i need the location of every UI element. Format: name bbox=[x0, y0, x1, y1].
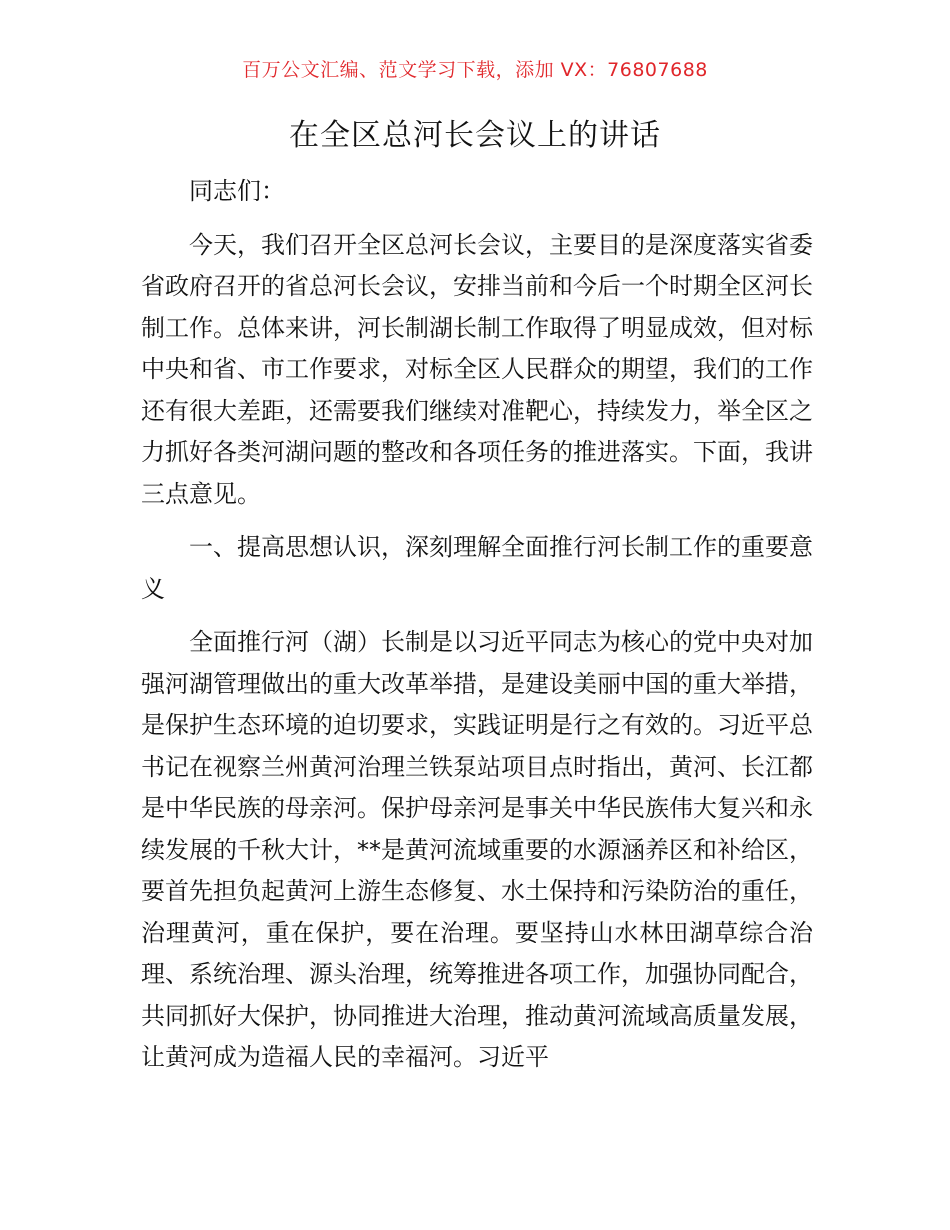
paragraph-intro: 今天，我们召开全区总河长会议，主要目的是深度落实省委省政府召开的省总河长会议，安排当前和今后一个时期全区河长制工作。总体来讲，河长制湖长制工作取得了明显成效，但对标中央和省、市工作要求，对标全区人民群众的期望，我们的工作还有很大差距，还需要我们继续对准靶心，持续发力，举全区之力抓好各类河湖问题的整改和各项任务的推进落实。下面，我讲三点意见。 bbox=[141, 230, 813, 508]
salutation: 同志们： bbox=[189, 177, 285, 205]
paragraph-section-1: 全面推行河（湖）长制是以习近平同志为核心的党中央对加强河湖管理做出的重大改革举措，是建设美丽中国的重大举措，是保护生态环境的迫切要求，实践证明是行之有效的。习近平总书记在视察兰州黄河治理兰铁泵站项目点时指出，黄河、长江都是中华民族的母亲河。保护母亲河是事关中华民族伟大复兴和永续发展的千秋大计，**是黄河流域重要的水源涵养区和补给区，要首先担负起黄河上游生态修复、水土保持和污染防治的重任，治理黄河，重在保护，要在治理。要坚持山水林田湖草综合治理、系统治理、源头治理，统筹推进各项工作，加强协同配合，共同抓好大保护，协同推进大治理，推动黄河流域高质量发展，让黄河成为造福人民的幸福河。习近平 bbox=[141, 628, 813, 1071]
promo-banner: 百万公文汇编、范文学习下载，添加 VX：76807688 bbox=[242, 59, 708, 81]
section-heading-1: 一、提高思想认识，深刻理解全面推行河长制工作的重要意义 bbox=[141, 533, 813, 603]
document-body bbox=[141, 171, 813, 1091]
document-title: 在全区总河长会议上的讲话 bbox=[289, 118, 661, 153]
